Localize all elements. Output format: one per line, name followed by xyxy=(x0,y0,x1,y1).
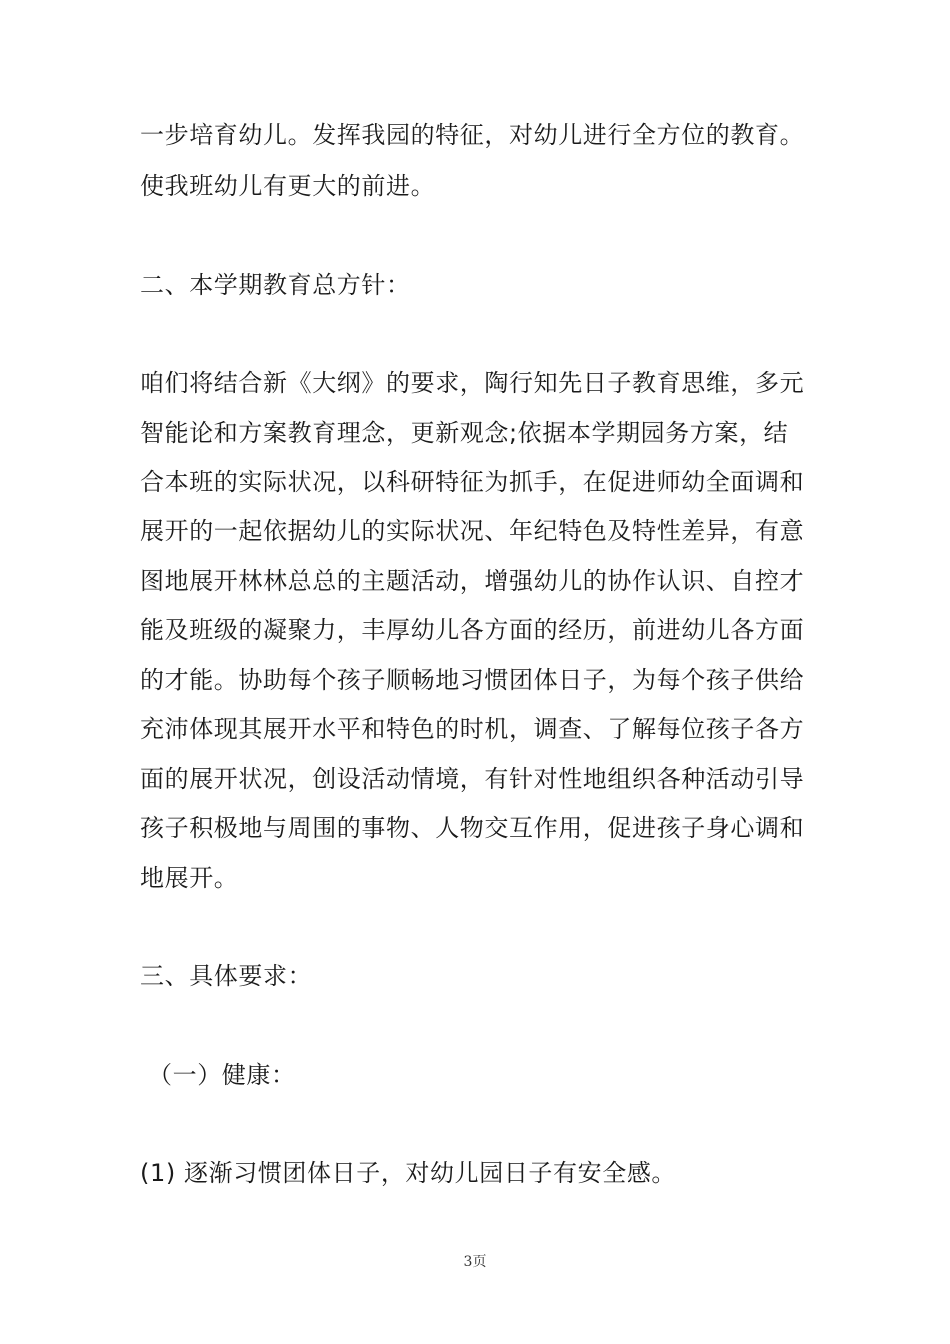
intro-line-2: 使我班幼儿有更大的前进。 xyxy=(140,172,436,200)
page-number: 3页 xyxy=(463,1254,487,1270)
paragraph-line: 合本班的实际状况，以科研特征为抓手，在促进师幼全面调和 xyxy=(140,468,805,496)
paragraph-line: 能及班级的凝聚力，丰厚幼儿各方面的经历，前进幼儿各方面 xyxy=(140,616,805,644)
paragraph-line: 地展开。 xyxy=(140,864,239,892)
health-subheading: （一）健康： xyxy=(148,1061,296,1089)
paragraph-line: 图地展开林林总总的主题活动，增强幼儿的协作认识、自控才 xyxy=(140,567,805,595)
paragraph-line: 智能论和方案教育理念，更新观念;依据本学期园务方案，结 xyxy=(140,419,789,447)
paragraph-line: 充沛体现其展开水平和特色的时机，调查、了解每位孩子各方 xyxy=(140,715,805,743)
intro-line-1: 一步培育幼儿。发挥我园的特征，对幼儿进行全方位的教育。 xyxy=(140,121,805,149)
section-3-heading: 三、具体要求： xyxy=(140,962,313,990)
paragraph-line: 的才能。协助每个孩子顺畅地习惯团体日子，为每个孩子供给 xyxy=(140,666,805,694)
paragraph-line: 面的展开状况，创设活动情境，有针对性地组织各种活动引导 xyxy=(140,765,805,793)
section-2-heading: 二、本学期教育总方针： xyxy=(140,271,411,299)
paragraph-line: 咱们将结合新《大纲》的要求，陶行知先日子教育思维，多元 xyxy=(140,369,805,397)
list-item-1: (1) 逐渐习惯团体日子，对幼儿园日子有安全感。 xyxy=(140,1159,677,1187)
paragraph-line: 孩子积极地与周围的事物、人物交互作用，促进孩子身心调和 xyxy=(140,814,805,842)
paragraph-line: 展开的一起依据幼儿的实际状况、年纪特色及特性差异，有意 xyxy=(140,517,805,545)
